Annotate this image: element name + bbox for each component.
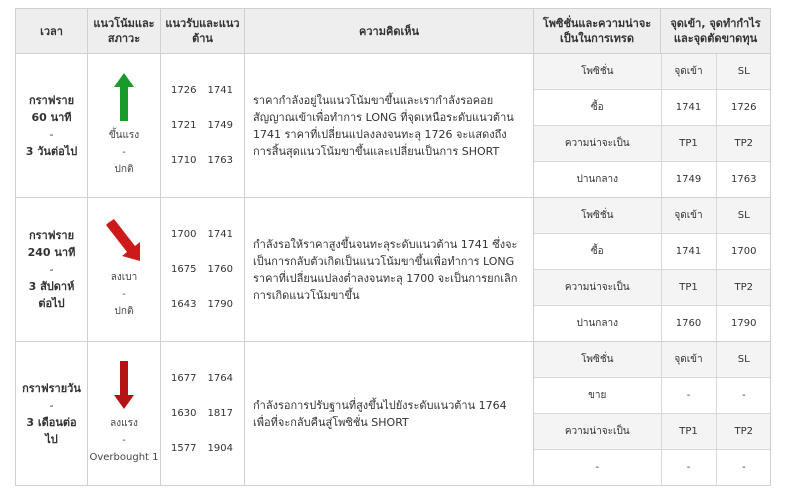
- position-row: [534, 378, 771, 414]
- header-position: โพซิชั่นและความน่าจะเป็นในการเทรด: [534, 9, 661, 54]
- position-value: 1741: [661, 90, 716, 126]
- level-row: [161, 217, 244, 252]
- support-level: 1710: [171, 155, 197, 166]
- position-value: TP2: [716, 270, 771, 306]
- position-value: SL: [716, 198, 771, 234]
- header-levels: แนวรับและแนวต้าน: [161, 9, 245, 54]
- resistance-level: 1760: [207, 264, 233, 275]
- level-row: [161, 73, 244, 108]
- position-value: TP1: [661, 126, 716, 162]
- trend-state: Overbought 1: [89, 452, 159, 463]
- trend-sep: -: [122, 435, 126, 446]
- table-row: [16, 198, 771, 342]
- resistance-level: 1749: [207, 120, 233, 131]
- position-row: [534, 90, 771, 126]
- position-value: จุดเข้า: [661, 342, 716, 378]
- level-row: [161, 287, 244, 322]
- position-value: -: [661, 378, 716, 414]
- trend-sep: -: [122, 289, 126, 300]
- position-value: SL: [716, 54, 771, 90]
- position-row: [534, 54, 771, 90]
- header-entry: จุดเข้า, จุดทำกำไรและจุดตัดขาดทุน: [661, 9, 771, 54]
- position-value: 1790: [731, 318, 757, 329]
- table-row: [16, 342, 771, 486]
- period-line: ไป: [45, 432, 58, 446]
- trend-label: ขึ้นแรง: [108, 130, 140, 141]
- trend-label: ลงแรง: [110, 418, 138, 429]
- trend-sep: -: [122, 147, 126, 158]
- level-row: [161, 396, 244, 431]
- position-label: โพซิชั่น: [534, 342, 661, 378]
- position-value: -: [661, 450, 716, 486]
- comment-cell: ราคากำลังอยู่ในแนวโน้มขาขึ้นและเรากำลังรอคอยสัญญาณเข้าเพื่อทำการ LONG ที่จุดเหนือระดับแนวต้าน 1741 ราคาที่เปลี่ยนแปลงลงจนทะลุ 1726 จะแสดงถึงการสิ้นสุดแนวโน้มขาขึ้นและเปลี่ยนเป็นการ SHORT: [245, 54, 534, 198]
- resistance-level: 1741: [207, 85, 233, 96]
- period-cell: [16, 54, 88, 198]
- trend-cell: [88, 342, 161, 486]
- period-line: กราฟราย: [28, 229, 75, 242]
- position-value: 1726: [716, 90, 771, 126]
- position-value: 1700: [716, 234, 771, 270]
- position-label: ซื้อ: [534, 234, 661, 270]
- position-cell: [534, 54, 771, 198]
- period-cell: [16, 198, 88, 342]
- level-row: [161, 143, 244, 178]
- position-row: [534, 198, 771, 234]
- levels-cell: [161, 342, 245, 486]
- position-value: TP2: [716, 414, 771, 450]
- position-row: [534, 414, 771, 450]
- trend-cell: [88, 198, 161, 342]
- period-sep: -: [49, 127, 54, 141]
- position-label: ความน่าจะเป็น: [534, 270, 661, 306]
- position-label: ปานกลาง: [534, 306, 661, 342]
- position-value: จุดเข้า: [661, 54, 716, 90]
- period-line: 60 นาที: [31, 110, 72, 124]
- level-row: [161, 108, 244, 143]
- level-row: [161, 361, 244, 396]
- position-row: [534, 342, 771, 378]
- position-value: 1763: [731, 174, 757, 185]
- position-label: ขาย: [534, 378, 661, 414]
- support-level: 1677: [171, 373, 197, 384]
- position-table: [534, 54, 771, 197]
- position-label: ความน่าจะเป็น: [534, 126, 661, 162]
- period-line: กราฟราย: [28, 93, 75, 107]
- support-level: 1577: [171, 443, 197, 454]
- header-row: [16, 9, 771, 54]
- position-value: 1749: [661, 162, 716, 198]
- position-cell: [534, 342, 771, 486]
- resistance-level: 1764: [207, 373, 233, 384]
- support-level: 1700: [171, 229, 197, 240]
- header-time: เวลา: [16, 9, 88, 54]
- position-value: TP2: [716, 126, 771, 162]
- trend-state: ปกติ: [114, 306, 134, 317]
- position-label: ปานกลาง: [534, 162, 661, 198]
- position-value: -: [741, 462, 746, 473]
- position-label: โพซิชั่น: [534, 198, 661, 234]
- down-arrow-icon: [114, 361, 134, 409]
- position-value: TP1: [661, 270, 716, 306]
- position-row: [534, 162, 771, 198]
- comment-cell: กำลังรอการปรับฐานที่สูงขึ้นไปยังระดับแนวต้าน 1764 เพื่อที่จะกลับคืนสู่โพซิชั่น SHORT: [245, 342, 534, 486]
- header-comment: ความคิดเห็น: [245, 9, 534, 54]
- position-label: ซื้อ: [534, 90, 661, 126]
- trend-state: ปกติ: [114, 164, 134, 175]
- comment-cell: กำลังรอให้ราคาสูงขึ้นจนทะลุระดับแนวต้าน 1741 ซึ่งจะเป็นการกลับตัวเกิดเป็นแนวโน้มขาขึ้นเพื่อทำการ LONG ราคาที่เปลี่ยนแปลงต่ำลงจนทะลุ 1700 จะเป็นการยกเลิกการเกิดแนวโน้มขาขึ้น: [245, 198, 534, 342]
- level-row: [161, 431, 244, 466]
- trend-label: ลงเบา: [110, 272, 138, 283]
- position-table: [534, 198, 771, 341]
- table-row: [16, 54, 771, 198]
- position-row: [534, 270, 771, 306]
- position-cell: [534, 198, 771, 342]
- level-row: [161, 252, 244, 287]
- position-value: จุดเข้า: [661, 198, 716, 234]
- forecast-table-container: [15, 8, 770, 486]
- resistance-level: 1817: [207, 408, 233, 419]
- levels-cell: [161, 54, 245, 198]
- period-sep: -: [49, 263, 54, 276]
- position-value: -: [716, 378, 771, 414]
- position-label: โพซิชั่น: [534, 54, 661, 90]
- position-value: 1741: [661, 234, 716, 270]
- resistance-level: 1741: [207, 229, 233, 240]
- period-line: 3 สัปดาห์: [28, 280, 75, 293]
- levels-cell: [161, 198, 245, 342]
- period-line: 240 นาที: [27, 246, 76, 259]
- position-table: [534, 342, 771, 485]
- resistance-level: 1904: [207, 443, 233, 454]
- position-row: [534, 306, 771, 342]
- period-line: กราฟรายวัน: [22, 381, 81, 395]
- header-trend: แนวโน้มและสภาวะ: [88, 9, 161, 54]
- support-level: 1726: [171, 85, 197, 96]
- up-arrow-icon: [114, 73, 134, 121]
- support-level: 1721: [171, 120, 197, 131]
- period-line: 3 วันต่อไป: [25, 144, 78, 158]
- position-row: [534, 234, 771, 270]
- position-label: ความน่าจะเป็น: [534, 414, 661, 450]
- support-level: 1675: [171, 264, 197, 275]
- position-value: 1760: [661, 306, 716, 342]
- position-row: [534, 450, 771, 486]
- resistance-level: 1763: [207, 155, 233, 166]
- period-line: ต่อไป: [38, 297, 65, 310]
- position-value: TP1: [661, 414, 716, 450]
- down-right-arrow-icon: [104, 219, 144, 263]
- period-sep: -: [49, 398, 54, 412]
- period-line: 3 เดือนต่อ: [26, 415, 77, 429]
- resistance-level: 1790: [207, 299, 233, 310]
- trend-cell: [88, 54, 161, 198]
- period-cell: [16, 342, 88, 486]
- position-row: [534, 126, 771, 162]
- support-level: 1630: [171, 408, 197, 419]
- forecast-table: [15, 8, 771, 486]
- position-label: -: [534, 450, 661, 486]
- position-value: SL: [716, 342, 771, 378]
- support-level: 1643: [171, 299, 197, 310]
